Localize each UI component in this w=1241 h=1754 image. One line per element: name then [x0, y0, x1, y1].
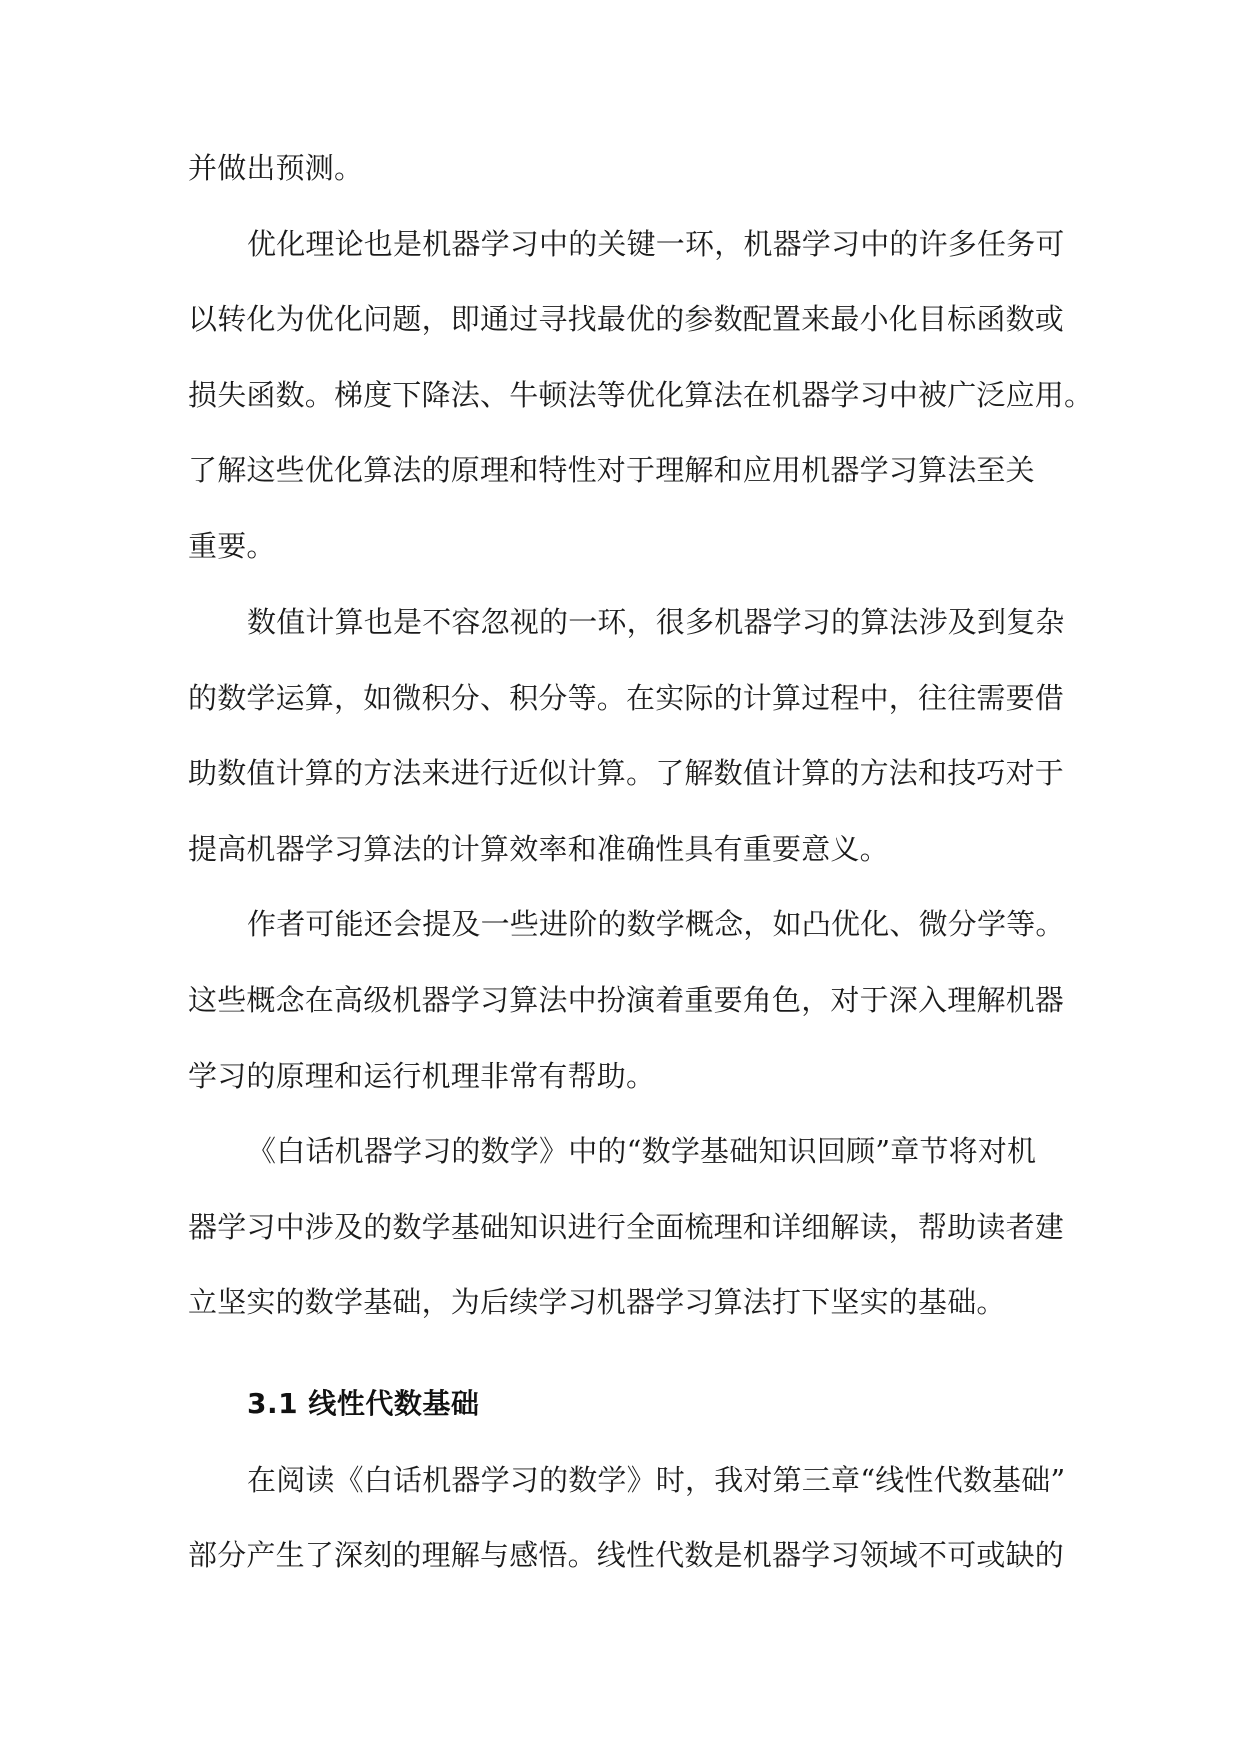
paragraph-2-line-1: 优化理论也是机器学习中的关键一环，机器学习中的许多任务可	[247, 227, 1065, 261]
paragraph-1-line-1: 并做出预测。	[188, 151, 364, 185]
section-paragraph-line-1: 在阅读《白话机器学习的数学》时，我对第三章“线性代数基础”	[247, 1463, 1066, 1497]
section-heading: 3.1 线性代数基础	[247, 1387, 480, 1420]
paragraph-4-line-3: 学习的原理和运行机理非常有帮助。	[188, 1059, 656, 1093]
paragraph-2-line-2: 以转化为优化问题，即通过寻找最优的参数配置来最小化目标函数或	[188, 302, 1065, 336]
paragraph-2-line-5: 重要。	[188, 529, 276, 563]
paragraph-3-line-2: 的数学运算，如微积分、积分等。在实际的计算过程中，往往需要借	[188, 681, 1065, 715]
paragraph-2-line-3: 损失函数。梯度下降法、牛顿法等优化算法在机器学习中被广泛应用。	[188, 378, 1094, 412]
paragraph-3-line-1: 数值计算也是不容忽视的一环，很多机器学习的算法涉及到复杂	[247, 605, 1065, 639]
paragraph-4-line-2: 这些概念在高级机器学习算法中扮演着重要角色，对于深入理解机器	[188, 983, 1065, 1017]
paragraph-5-line-1: 《白话机器学习的数学》中的“数学基础知识回顾”章节将对机	[247, 1134, 1037, 1168]
paragraph-3-line-4: 提高机器学习算法的计算效率和准确性具有重要意义。	[188, 832, 889, 866]
paragraph-2-line-4: 了解这些优化算法的原理和特性对于理解和应用机器学习算法至关	[188, 453, 1035, 487]
section-paragraph-line-2: 部分产生了深刻的理解与感悟。线性代数是机器学习领域不可或缺的	[188, 1538, 1065, 1572]
paragraph-5-line-3: 立坚实的数学基础，为后续学习机器学习算法打下坚实的基础。	[188, 1285, 1006, 1319]
paragraph-4-line-1: 作者可能还会提及一些进阶的数学概念，如凸优化、微分学等。	[247, 907, 1065, 941]
paragraph-5-line-2: 器学习中涉及的数学基础知识进行全面梳理和详细解读，帮助读者建	[188, 1210, 1065, 1244]
paragraph-3-line-3: 助数值计算的方法来进行近似计算。了解数值计算的方法和技巧对于	[188, 756, 1065, 790]
